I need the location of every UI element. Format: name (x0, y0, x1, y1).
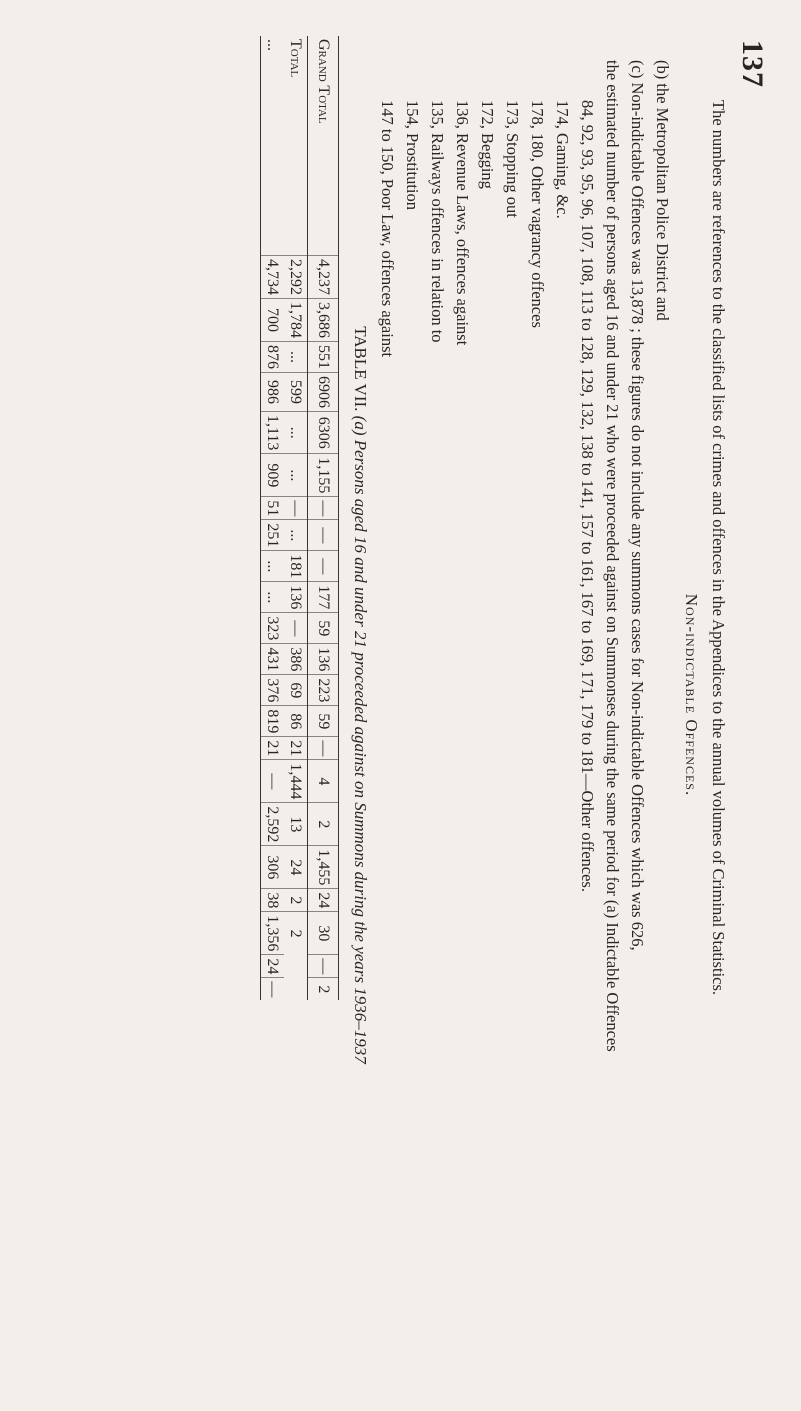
table-title (350, 30, 370, 1360)
table-title-prefix: TABLE VII. (351, 326, 370, 412)
table-cell: 876 (261, 342, 285, 373)
note-item: 178, 180, Other vagrancy offences (528, 100, 547, 328)
table-row (284, 36, 308, 1000)
table-cell: 323 (261, 613, 285, 644)
table-cell: ... (284, 342, 308, 373)
note-item: 135, Railways offences in relation to (428, 100, 447, 343)
table-cell: 909 (261, 454, 285, 497)
table-cell: 1,455 (308, 846, 339, 889)
table-cell: 551 (308, 342, 339, 373)
note-item: the estimated number of persons aged 16 and under 21 who were proceeded against on Summonses during the same period for (a) Indictable Offences (603, 60, 622, 1052)
notes-heading: Non-indictable Offences. (682, 593, 701, 797)
table-cell: ... (284, 454, 308, 497)
table-cell: — (308, 520, 339, 551)
table-cell: ... (261, 551, 285, 582)
table-cell: — (261, 760, 285, 803)
table-cell: 386 (284, 644, 308, 675)
table-cell: — (284, 497, 308, 520)
table-title-text: (a) Persons aged 16 and under 21 proceeded against on Summons during the years 1936–1937 (351, 415, 370, 1064)
table-cell: 24 (308, 889, 339, 912)
table-cell: 4,237 (308, 256, 339, 299)
table-cell: 21 (261, 737, 285, 760)
note-item: (b) the Metropolitan Police District and (653, 60, 672, 321)
note-item: 173, Stopping out (503, 100, 522, 218)
table-cell: — (284, 613, 308, 644)
intro-paragraph: The numbers are references to the classified lists of crimes and offences in the Appendices to the annual volumes of Criminal Statistics. (709, 100, 728, 996)
table-cell: 3,686 (308, 299, 339, 342)
table-cell: — (261, 978, 285, 1001)
table-cell: 431 (261, 644, 285, 675)
table-cell: 1,784 (284, 299, 308, 342)
note-item: 172, Begging (478, 100, 497, 189)
table-cell: 2 (284, 912, 308, 955)
table-cell: — (308, 737, 339, 760)
page-number: 137 (736, 40, 769, 88)
table-cell: 986 (261, 373, 285, 412)
table-cell: 6906 (308, 373, 339, 412)
table-row (308, 36, 339, 1000)
row-label: ... (261, 36, 285, 256)
table-cell: 700 (261, 299, 285, 342)
table-cell: 306 (261, 846, 285, 889)
table-cell: 1,356 (261, 912, 285, 955)
table-cell: 1,155 (308, 454, 339, 497)
table-cell: 4,734 (261, 256, 285, 299)
table-cell: 6306 (308, 412, 339, 454)
table-cell: 24 (261, 955, 285, 978)
table-cell: — (308, 551, 339, 582)
table-cell: 30 (308, 912, 339, 955)
table-cell: 136 (284, 582, 308, 613)
table-cell: — (308, 497, 339, 520)
note-item: 84, 92, 93, 95, 96, 107, 108, 113 to 128, 129, 132, 138 to 141, 157 to 161, 167 to 169, 171, 179 to 181—Other offences. (578, 100, 597, 892)
table-cell: 69 (284, 675, 308, 706)
row-label: Grand Total (308, 36, 339, 256)
table-cell: 13 (284, 803, 308, 846)
table-cell: 376 (261, 675, 285, 706)
table-cell: 2,292 (284, 256, 308, 299)
table-cell: ... (284, 520, 308, 551)
note-item: (c) Non-indictable Offences was 13,878 ; these figures do not include any summons cases for Non-indictable Offences which was 626, (628, 60, 647, 951)
table-cell: 251 (261, 520, 285, 551)
table-cell: 4 (308, 760, 339, 803)
table-cell: 59 (308, 613, 339, 644)
table-cell: 1,444 (284, 760, 308, 803)
table-cell: 819 (261, 706, 285, 737)
table-cell: 21 (284, 737, 308, 760)
row-label: Total (287, 39, 305, 78)
table-cell: 1,113 (261, 412, 285, 454)
note-item: 174, Gaming, &c. (553, 100, 572, 219)
notes-block (375, 30, 731, 1360)
table-cell: 86 (284, 706, 308, 737)
table-cell: 223 (308, 675, 339, 706)
table-cell: 24 (284, 846, 308, 889)
table-cell: 599 (284, 373, 308, 412)
table-cell: 2,592 (261, 803, 285, 846)
table-cell: 2 (308, 803, 339, 846)
table-cell: 38 (261, 889, 285, 912)
table-cell: 2 (284, 889, 308, 912)
table-cell: 2 (308, 978, 339, 1001)
table-cell: 177 (308, 582, 339, 613)
table-cell: 136 (308, 644, 339, 675)
table-cell: 181 (284, 551, 308, 582)
note-item: 154, Prostitution (403, 100, 422, 211)
table-row (261, 36, 285, 1000)
table-cell: 59 (308, 706, 339, 737)
rotated-page-content (35, 30, 775, 1380)
table-cell: ... (261, 582, 285, 613)
table-cell: 51 (261, 497, 285, 520)
table-cell: — (308, 955, 339, 978)
table-cell: ... (284, 412, 308, 454)
statistics-table (260, 36, 339, 1000)
note-item: 136, Revenue Laws, offences against (453, 100, 472, 346)
note-item: 147 to 150, Poor Law, offences against (378, 100, 397, 358)
